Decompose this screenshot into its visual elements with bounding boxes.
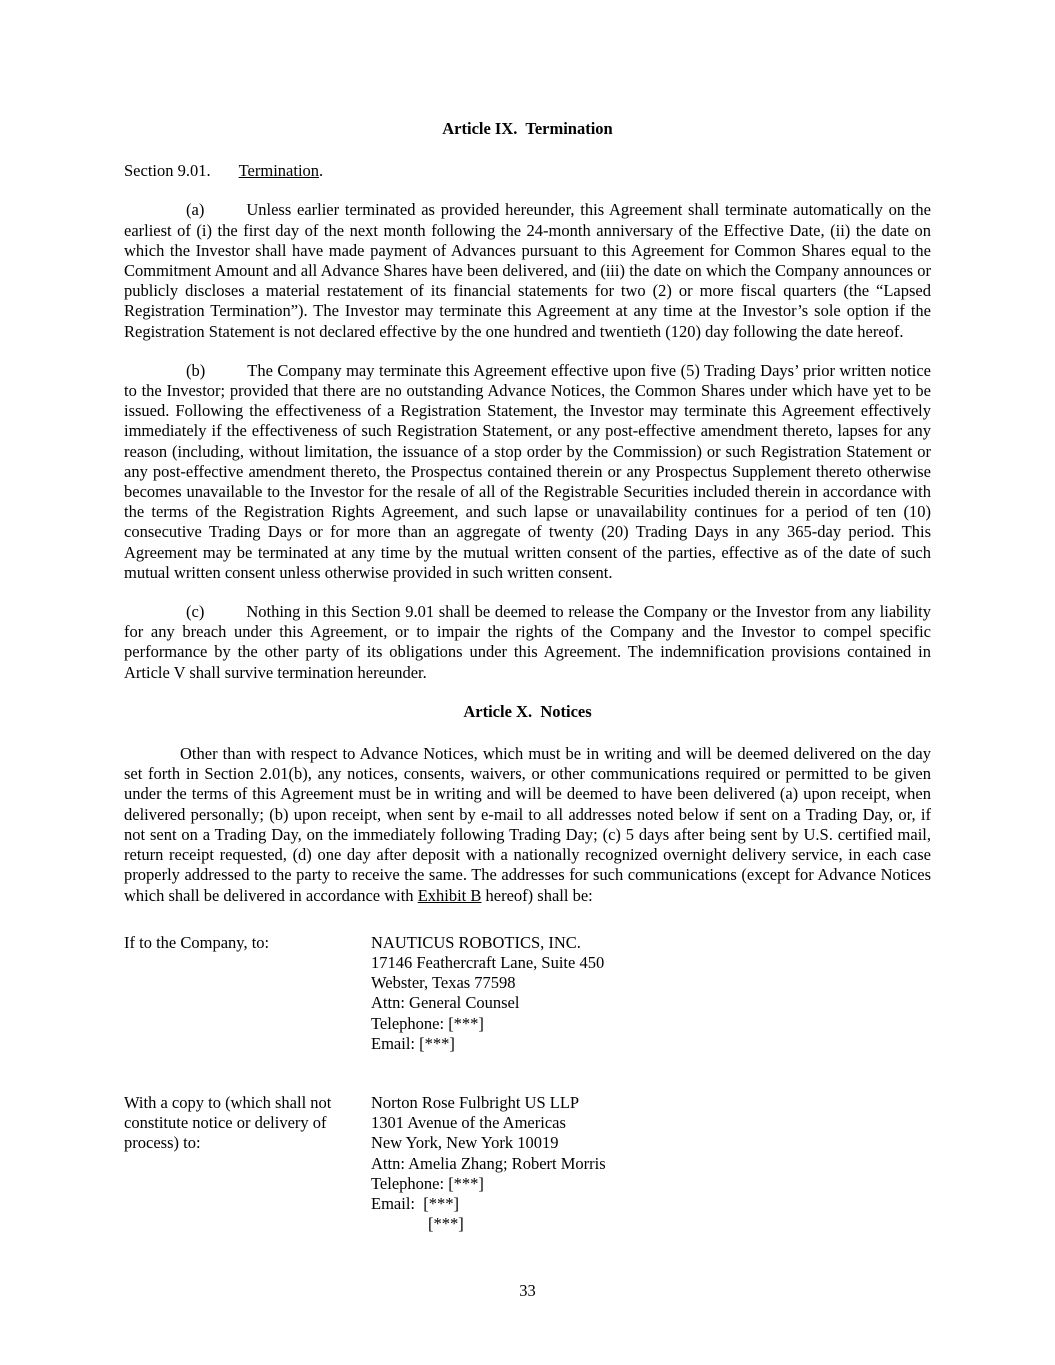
paragraph-c-marker: (c) — [186, 602, 205, 622]
firm-street: 1301 Avenue of the Americas — [371, 1113, 566, 1133]
paragraph-b-marker: (b) — [186, 360, 206, 380]
paragraph-c — [124, 602, 931, 683]
company-contact-block — [124, 933, 931, 1054]
copy-contact-label: With a copy to (which shall not constitute notice or delivery of process) to: — [124, 1092, 332, 1153]
company-contact-address — [371, 933, 931, 1054]
company-telephone: Telephone: [***] — [371, 1013, 484, 1033]
company-name: NAUTICUS ROBOTICS, INC. — [371, 932, 581, 952]
section-title: Termination — [238, 161, 320, 181]
company-contact-label: If to the Company, to: — [124, 932, 270, 952]
company-street: 17146 Feathercraft Lane, Suite 450 — [371, 952, 605, 972]
company-email: Email: [***] — [371, 1033, 455, 1053]
section-9-01-line — [124, 161, 931, 181]
notices-text-before: Other than with respect to Advance Notices, which must be in writing and will be deemed delivered on the day set forth in Section 2.01(b), any notices, consents, waivers, or other communications required or permitted to be given under the terms of this Agreement must be in writing and will be deemed to have been delivered (a) upon receipt, when delivered personally; (b) upon receipt, when sent by e-mail to all addresses noted below if sent on a Trading Day, or, if not sent on a Trading Day, on the immediately following Trading Day; (c) 5 days after being sent by U.S. certified mail, return receipt requested, (d) one day after deposit with a nationally recognized overnight delivery service, in each case properly addressed to the party to receive the same. The addresses for such communications (except for Advance Notices which shall be delivered in accordance with — [124, 744, 931, 905]
paragraph-a-marker: (a) — [186, 200, 205, 220]
company-city: Webster, Texas 77598 — [371, 973, 516, 993]
exhibit-b-reference: Exhibit B — [417, 885, 482, 905]
paragraph-a — [124, 200, 931, 341]
article-ix-heading: Article IX. Termination — [442, 119, 613, 138]
section-title-period: . — [319, 161, 324, 181]
article-x-heading: Article X. Notices — [463, 701, 592, 721]
paragraph-c-text: Nothing in this Section 9.01 shall be deemed to release the Company or the Investor from any liability for any breach under this Agreement, or to impair the rights of the Company and the Investor to compel specific performance by the other party of its obligations under this Agreement. The indemnification provisions contained in Article V shall survive termination hereunder. — [124, 602, 931, 682]
firm-city: New York, New York 10019 — [371, 1133, 559, 1153]
firm-name: Norton Rose Fulbright US LLP — [371, 1092, 580, 1112]
notices-paragraph — [124, 744, 931, 906]
notices-text-after: hereof) shall be: — [481, 885, 593, 905]
page-number: 33 — [519, 1281, 536, 1300]
firm-attn: Attn: Amelia Zhang; Robert Morris — [371, 1153, 606, 1173]
paragraph-b-text: The Company may terminate this Agreement effective upon five (5) Trading Days’ prior written notice to the Investor; provided that there are no outstanding Advance Notices, the Common Shares under which have yet to be issued. Following the effectiveness of a Registration Statement, the Investor may terminate this Agreement effectively immediately if the effectiveness of such Registration Statement, or any post-effective amendment thereto, lapses for any reason (including, without limitation, the issuance of a stop order by the Commission) or such Registration Statement or any post-effective amendment thereto, the Prospectus contained therein or any Prospectus Supplement thereto otherwise becomes unavailable to the Investor for the resale of all of the Registrable Securities included therein in accordance with the terms of the Registration Rights Agreement, and such lapse or unavailability continues for a period of ten (10) consecutive Trading Days or for more than an aggregate of twenty (20) Trading Days in any 365-day period. This Agreement may be terminated at any time by the mutual written consent of the parties, effective as of the date of such mutual written consent unless otherwise provided in such written consent. — [124, 360, 931, 582]
company-attn: Attn: General Counsel — [371, 993, 520, 1013]
firm-telephone: Telephone: [***] — [371, 1173, 484, 1193]
copy-contact-address — [371, 1093, 931, 1234]
firm-email-second: [***] — [428, 1214, 464, 1234]
paragraph-b — [124, 361, 931, 583]
paragraph-a-text: Unless earlier terminated as provided hereunder, this Agreement shall terminate automatically on the earliest of (i) the first day of the next month following the 24-month anniversary of the Effective Date, (ii) the date on which the Investor shall have made payment of Advances pursuant to this Agreement for Common Shares equal to the Commitment Amount and all Advance Shares have been delivered, and (iii) the date on which the Company announces or publicly discloses a material restatement of its financial statements for two (2) or more fiscal quarters (the “Lapsed Registration Termination”). The Investor may terminate this Agreement at any time at the Investor’s sole option if the Registration Statement is not declared effective by the one hundred and twentieth (120) day following the date hereof. — [124, 200, 931, 341]
copy-contact-block — [124, 1093, 931, 1234]
firm-email: Email: [***] — [371, 1193, 459, 1213]
section-label: Section 9.01. — [124, 161, 211, 181]
